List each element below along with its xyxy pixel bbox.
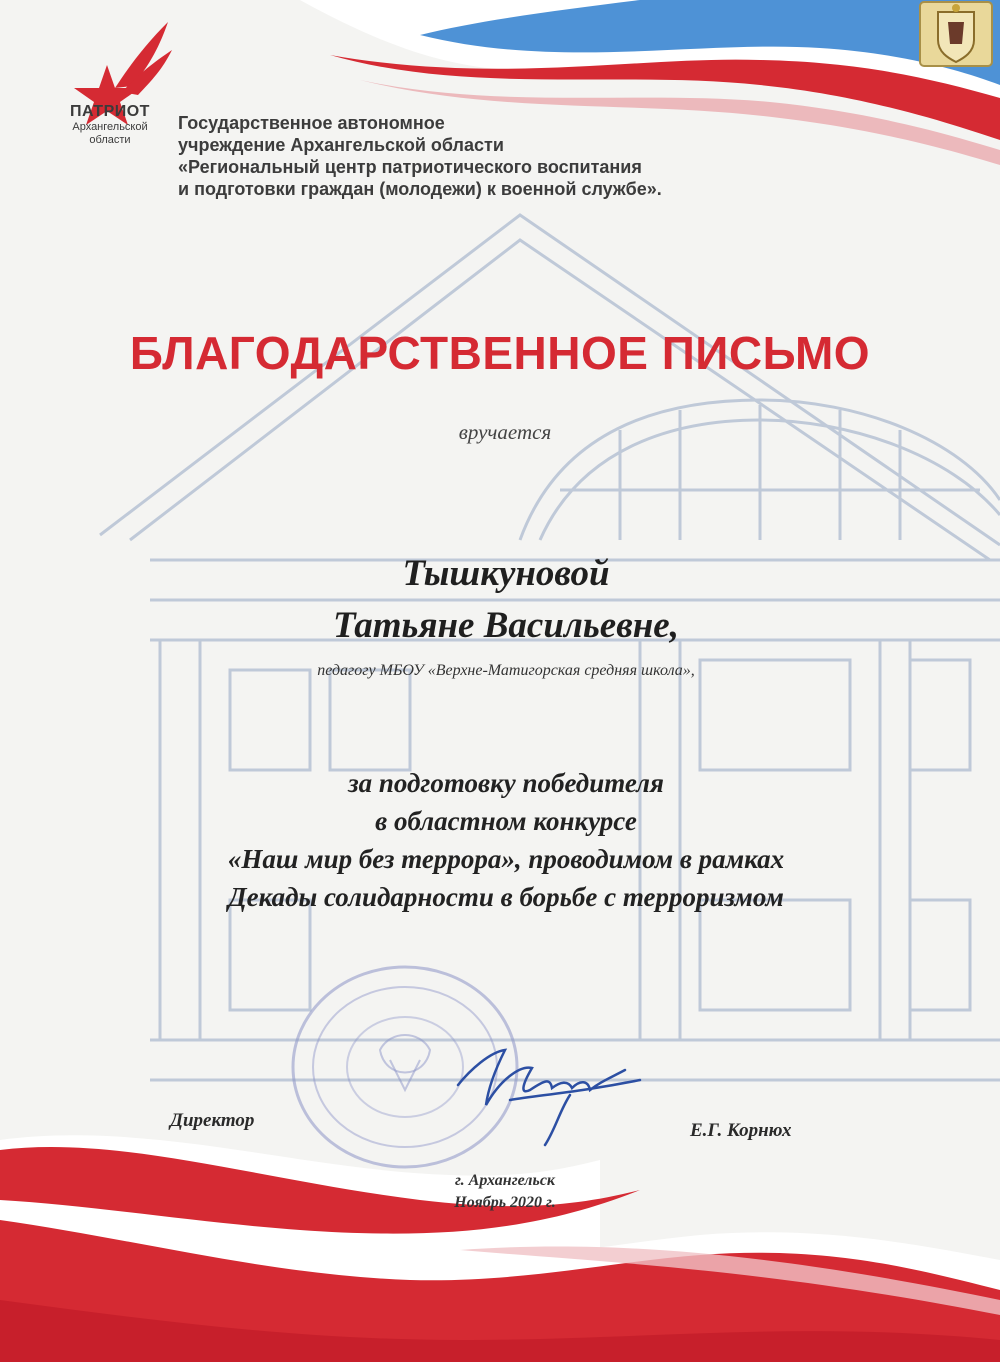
signature [450,1040,650,1150]
date: Ноябрь 2020 г. [454,1194,556,1211]
recipient-surname: Тышкуновой [402,553,610,594]
logo-text [58,103,162,147]
place-and-date [0,1170,1000,1214]
signer-name: Е.Г. Корнюх [690,1120,792,1141]
city: г. Архангельск [454,1172,556,1189]
coat-of-arms-icon [918,0,994,68]
document-title: БЛАГОДАРСТВЕННОЕ ПИСЬМО [129,327,871,379]
logo-region: Архангельской области [72,121,148,146]
organization-line: Государственное автономное [178,113,445,133]
presented-label: вручается [458,420,552,444]
reason-line: за подготовку победителя [348,768,664,798]
organization-name [178,112,878,200]
organization-line: учреждение Архангельской области [178,135,504,155]
logo-name: ПАТРИОТ [70,103,150,120]
reason-line: в областном конкурсе [375,806,637,836]
reason-line: «Наш мир без террора», проводимом в рамках [227,844,785,874]
organization-line: «Региональный центр патриотического воспитания [178,157,642,177]
director-label: Директор [170,1110,255,1131]
recipient-position: педагогу МБОУ «Верхне-Матигорская средняя школа», [317,662,695,679]
organization-line: и подготовки граждан (молодежи) к военной службе». [178,179,662,199]
reason-line: Декады солидарности в борьбе с терроризмом [228,882,784,912]
award-reason [0,764,1000,916]
recipient-given-names: Татьяне Васильевне, [333,605,679,646]
